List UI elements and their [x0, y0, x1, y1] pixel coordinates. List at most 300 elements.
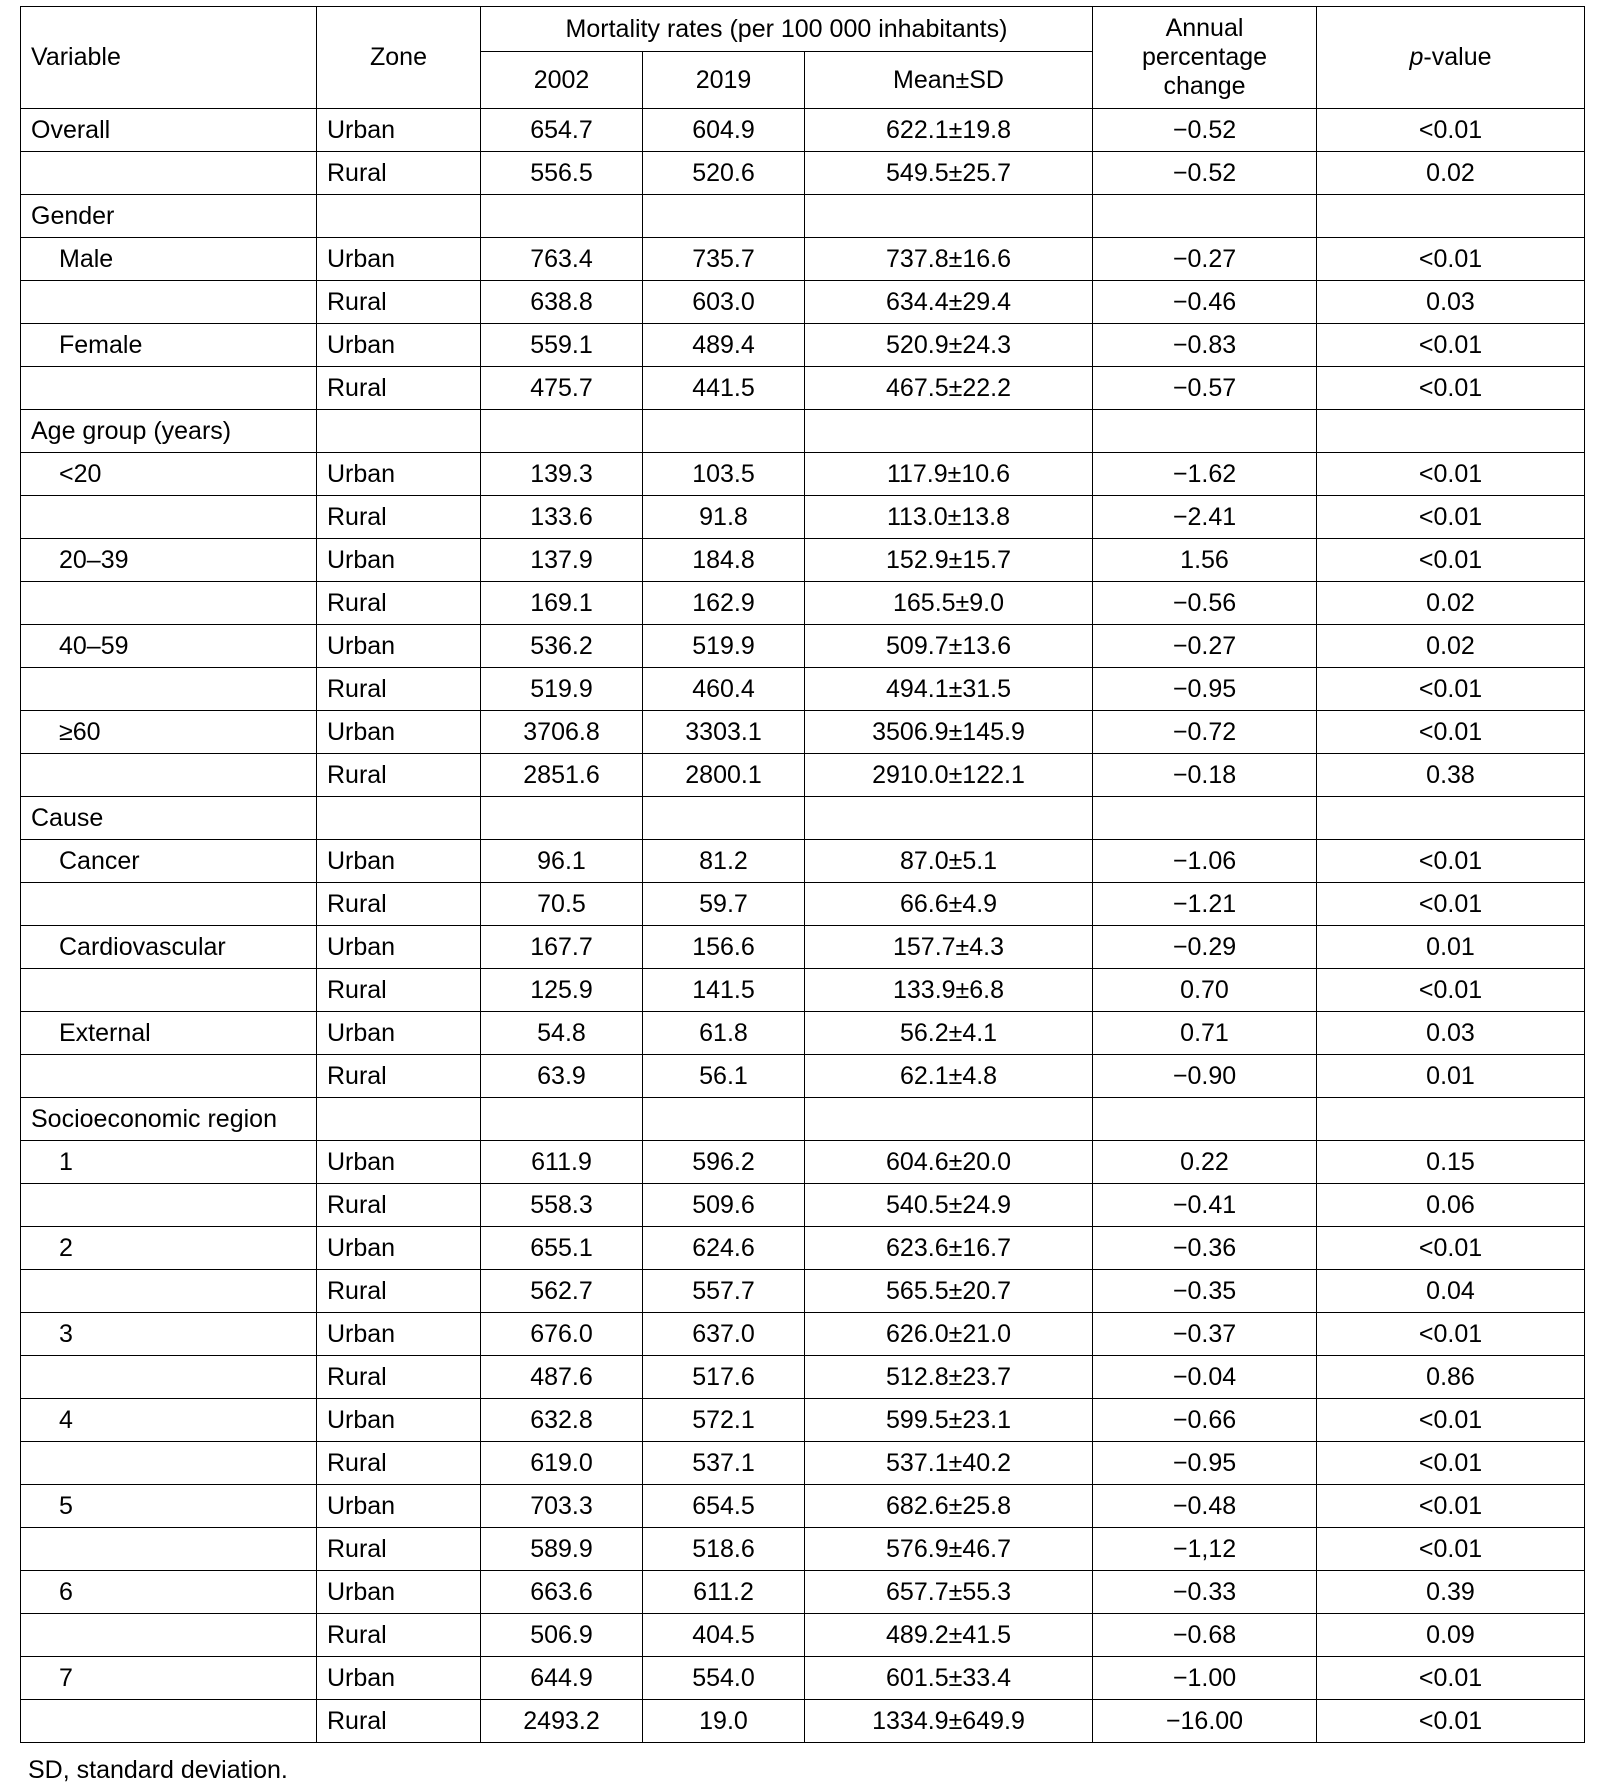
cell-mean-sd: [805, 410, 1093, 453]
table-section-row: [21, 410, 1585, 453]
column-header-annual-percentage-change: Annual percentage change: [1093, 7, 1317, 109]
cell-zone: Urban: [317, 1657, 481, 1700]
cell-rate-2002: 2493.2: [481, 1700, 643, 1743]
table-row: [21, 582, 1585, 625]
cell-annual-percentage-change: −0.33: [1093, 1571, 1317, 1614]
cell-variable: 7: [21, 1657, 317, 1700]
cell-rate-2019: 460.4: [643, 668, 805, 711]
cell-mean-sd: 576.9±46.7: [805, 1528, 1093, 1571]
cell-mean-sd: 56.2±4.1: [805, 1012, 1093, 1055]
cell-rate-2019: 572.1: [643, 1399, 805, 1442]
cell-variable: [21, 1528, 317, 1571]
cell-mean-sd: 1334.9±649.9: [805, 1700, 1093, 1743]
cell-zone: [317, 195, 481, 238]
cell-variable: 1: [21, 1141, 317, 1184]
cell-mean-sd: 87.0±5.1: [805, 840, 1093, 883]
column-header-2002: 2002: [481, 52, 643, 109]
cell-annual-percentage-change: −0.04: [1093, 1356, 1317, 1399]
cell-variable: Cardiovascular: [21, 926, 317, 969]
cell-rate-2019: 603.0: [643, 281, 805, 324]
cell-variable: Female: [21, 324, 317, 367]
cell-rate-2019: 184.8: [643, 539, 805, 582]
cell-rate-2019: 56.1: [643, 1055, 805, 1098]
cell-rate-2002: 644.9: [481, 1657, 643, 1700]
cell-rate-2002: 763.4: [481, 238, 643, 281]
cell-rate-2019: [643, 410, 805, 453]
table-row: [21, 1184, 1585, 1227]
cell-mean-sd: 520.9±24.3: [805, 324, 1093, 367]
cell-mean-sd: 540.5±24.9: [805, 1184, 1093, 1227]
column-header-zone: Zone: [317, 7, 481, 109]
cell-rate-2002: 2851.6: [481, 754, 643, 797]
cell-variable: Overall: [21, 109, 317, 152]
cell-rate-2002: 70.5: [481, 883, 643, 926]
table-row: [21, 238, 1585, 281]
table-row: [21, 1614, 1585, 1657]
cell-zone: [317, 410, 481, 453]
cell-rate-2002: 139.3: [481, 453, 643, 496]
cell-zone: Urban: [317, 238, 481, 281]
cell-variable: [21, 1270, 317, 1313]
cell-p-value: 0.02: [1317, 625, 1585, 668]
cell-variable: [21, 1055, 317, 1098]
cell-mean-sd: 604.6±20.0: [805, 1141, 1093, 1184]
cell-rate-2019: 554.0: [643, 1657, 805, 1700]
cell-p-value: [1317, 1098, 1585, 1141]
cell-annual-percentage-change: −0.36: [1093, 1227, 1317, 1270]
cell-annual-percentage-change: −1.62: [1093, 453, 1317, 496]
cell-annual-percentage-change: [1093, 195, 1317, 238]
table-row: [21, 840, 1585, 883]
table-row: [21, 453, 1585, 496]
cell-annual-percentage-change: 1.56: [1093, 539, 1317, 582]
table-row: [21, 109, 1585, 152]
cell-rate-2019: 509.6: [643, 1184, 805, 1227]
table-footnote: SD, standard deviation.: [28, 1756, 288, 1784]
cell-rate-2002: 167.7: [481, 926, 643, 969]
cell-mean-sd: 657.7±55.3: [805, 1571, 1093, 1614]
cell-mean-sd: 622.1±19.8: [805, 109, 1093, 152]
cell-variable: Cause: [21, 797, 317, 840]
table-row: [21, 1528, 1585, 1571]
cell-rate-2002: 589.9: [481, 1528, 643, 1571]
cell-annual-percentage-change: −1.06: [1093, 840, 1317, 883]
cell-variable: [21, 1356, 317, 1399]
table-row: [21, 367, 1585, 410]
cell-rate-2002: [481, 797, 643, 840]
cell-mean-sd: 623.6±16.7: [805, 1227, 1093, 1270]
cell-variable: 3: [21, 1313, 317, 1356]
cell-rate-2002: 169.1: [481, 582, 643, 625]
cell-p-value: 0.39: [1317, 1571, 1585, 1614]
column-header-variable: Variable: [21, 7, 317, 109]
cell-annual-percentage-change: −0.57: [1093, 367, 1317, 410]
cell-p-value: <0.01: [1317, 453, 1585, 496]
cell-variable: [21, 969, 317, 1012]
cell-annual-percentage-change: −0.29: [1093, 926, 1317, 969]
cell-mean-sd: 117.9±10.6: [805, 453, 1093, 496]
cell-rate-2002: 487.6: [481, 1356, 643, 1399]
cell-zone: Urban: [317, 324, 481, 367]
cell-rate-2002: 125.9: [481, 969, 643, 1012]
cell-rate-2019: 611.2: [643, 1571, 805, 1614]
header-row-primary: [21, 7, 1585, 52]
cell-rate-2002: 475.7: [481, 367, 643, 410]
cell-p-value: <0.01: [1317, 668, 1585, 711]
cell-zone: Urban: [317, 1399, 481, 1442]
cell-annual-percentage-change: −1.00: [1093, 1657, 1317, 1700]
cell-rate-2019: 604.9: [643, 109, 805, 152]
cell-rate-2019: 520.6: [643, 152, 805, 195]
cell-p-value: 0.38: [1317, 754, 1585, 797]
cell-zone: Rural: [317, 1442, 481, 1485]
cell-rate-2019: 91.8: [643, 496, 805, 539]
cell-annual-percentage-change: −0.72: [1093, 711, 1317, 754]
cell-rate-2019: 637.0: [643, 1313, 805, 1356]
column-header-p-value: [1317, 7, 1585, 109]
cell-rate-2019: 19.0: [643, 1700, 805, 1743]
cell-rate-2019: 489.4: [643, 324, 805, 367]
cell-annual-percentage-change: −0.48: [1093, 1485, 1317, 1528]
cell-p-value: <0.01: [1317, 1528, 1585, 1571]
table-row: [21, 1012, 1585, 1055]
cell-annual-percentage-change: −0.95: [1093, 668, 1317, 711]
table-row: [21, 1700, 1585, 1743]
cell-p-value: <0.01: [1317, 238, 1585, 281]
cell-annual-percentage-change: −0.27: [1093, 238, 1317, 281]
cell-rate-2019: 3303.1: [643, 711, 805, 754]
cell-p-value: 0.86: [1317, 1356, 1585, 1399]
cell-zone: Urban: [317, 711, 481, 754]
cell-annual-percentage-change: −0.90: [1093, 1055, 1317, 1098]
cell-rate-2002: 3706.8: [481, 711, 643, 754]
cell-zone: Urban: [317, 1227, 481, 1270]
cell-annual-percentage-change: −1.21: [1093, 883, 1317, 926]
table-row: [21, 969, 1585, 1012]
table-row: [21, 1227, 1585, 1270]
cell-mean-sd: 3506.9±145.9: [805, 711, 1093, 754]
cell-annual-percentage-change: −0.95: [1093, 1442, 1317, 1485]
cell-rate-2002: 558.3: [481, 1184, 643, 1227]
cell-annual-percentage-change: −1,12: [1093, 1528, 1317, 1571]
cell-rate-2002: 137.9: [481, 539, 643, 582]
cell-rate-2002: [481, 195, 643, 238]
table-row: [21, 1356, 1585, 1399]
cell-zone: Urban: [317, 1485, 481, 1528]
table-row: [21, 754, 1585, 797]
cell-mean-sd: 509.7±13.6: [805, 625, 1093, 668]
cell-zone: Rural: [317, 1700, 481, 1743]
cell-rate-2002: 506.9: [481, 1614, 643, 1657]
cell-mean-sd: 2910.0±122.1: [805, 754, 1093, 797]
cell-zone: Urban: [317, 625, 481, 668]
cell-p-value: <0.01: [1317, 1657, 1585, 1700]
cell-variable: External: [21, 1012, 317, 1055]
table-row: [21, 1571, 1585, 1614]
cell-annual-percentage-change: −0.41: [1093, 1184, 1317, 1227]
table-row: [21, 1270, 1585, 1313]
cell-annual-percentage-change: −0.52: [1093, 109, 1317, 152]
table-body: [21, 109, 1585, 1743]
table-row: [21, 496, 1585, 539]
cell-rate-2019: 624.6: [643, 1227, 805, 1270]
cell-p-value: 0.02: [1317, 582, 1585, 625]
cell-rate-2019: 61.8: [643, 1012, 805, 1055]
cell-rate-2019: 735.7: [643, 238, 805, 281]
cell-variable: [21, 883, 317, 926]
cell-p-value: <0.01: [1317, 711, 1585, 754]
cell-rate-2002: 133.6: [481, 496, 643, 539]
cell-variable: 2: [21, 1227, 317, 1270]
cell-rate-2002: 611.9: [481, 1141, 643, 1184]
cell-rate-2002: [481, 410, 643, 453]
cell-mean-sd: 626.0±21.0: [805, 1313, 1093, 1356]
cell-zone: Rural: [317, 281, 481, 324]
cell-rate-2002: 54.8: [481, 1012, 643, 1055]
cell-mean-sd: 737.8±16.6: [805, 238, 1093, 281]
cell-annual-percentage-change: −0.27: [1093, 625, 1317, 668]
cell-p-value: <0.01: [1317, 1227, 1585, 1270]
cell-rate-2002: 556.5: [481, 152, 643, 195]
cell-rate-2019: 2800.1: [643, 754, 805, 797]
cell-variable: [21, 754, 317, 797]
cell-variable: 40–59: [21, 625, 317, 668]
cell-rate-2002: 519.9: [481, 668, 643, 711]
cell-zone: Rural: [317, 1614, 481, 1657]
cell-rate-2002: 663.6: [481, 1571, 643, 1614]
cell-mean-sd: 601.5±33.4: [805, 1657, 1093, 1700]
cell-p-value: <0.01: [1317, 367, 1585, 410]
cell-variable: [21, 152, 317, 195]
table-row: [21, 152, 1585, 195]
cell-zone: Rural: [317, 1528, 481, 1571]
cell-zone: Urban: [317, 453, 481, 496]
cell-p-value: 0.06: [1317, 1184, 1585, 1227]
cell-zone: Rural: [317, 668, 481, 711]
cell-mean-sd: [805, 1098, 1093, 1141]
cell-rate-2002: 654.7: [481, 109, 643, 152]
cell-annual-percentage-change: −0.68: [1093, 1614, 1317, 1657]
column-header-2019: 2019: [643, 52, 805, 109]
cell-annual-percentage-change: −2.41: [1093, 496, 1317, 539]
cell-rate-2019: 441.5: [643, 367, 805, 410]
table-section-row: [21, 1098, 1585, 1141]
cell-mean-sd: 489.2±41.5: [805, 1614, 1093, 1657]
cell-rate-2019: 517.6: [643, 1356, 805, 1399]
cell-mean-sd: 157.7±4.3: [805, 926, 1093, 969]
cell-rate-2019: 519.9: [643, 625, 805, 668]
cell-zone: Rural: [317, 1356, 481, 1399]
table-row: [21, 668, 1585, 711]
cell-zone: Rural: [317, 1270, 481, 1313]
cell-annual-percentage-change: −16.00: [1093, 1700, 1317, 1743]
cell-variable: [21, 582, 317, 625]
cell-rate-2019: 156.6: [643, 926, 805, 969]
table-row: [21, 1141, 1585, 1184]
cell-p-value: <0.01: [1317, 1485, 1585, 1528]
cell-rate-2019: 59.7: [643, 883, 805, 926]
cell-rate-2019: 81.2: [643, 840, 805, 883]
cell-rate-2019: 404.5: [643, 1614, 805, 1657]
cell-rate-2019: 537.1: [643, 1442, 805, 1485]
cell-variable: [21, 1700, 317, 1743]
cell-rate-2002: [481, 1098, 643, 1141]
cell-rate-2002: 655.1: [481, 1227, 643, 1270]
cell-variable: Age group (years): [21, 410, 317, 453]
cell-variable: [21, 367, 317, 410]
cell-p-value: 0.01: [1317, 1055, 1585, 1098]
cell-rate-2019: 518.6: [643, 1528, 805, 1571]
cell-mean-sd: 682.6±25.8: [805, 1485, 1093, 1528]
table-row: [21, 1313, 1585, 1356]
cell-rate-2002: 96.1: [481, 840, 643, 883]
mortality-rates-table: [20, 6, 1585, 1743]
cell-mean-sd: 133.9±6.8: [805, 969, 1093, 1012]
cell-zone: Urban: [317, 539, 481, 582]
cell-variable: Gender: [21, 195, 317, 238]
cell-mean-sd: 113.0±13.8: [805, 496, 1093, 539]
cell-rate-2002: 638.8: [481, 281, 643, 324]
cell-mean-sd: 634.4±29.4: [805, 281, 1093, 324]
cell-rate-2002: 536.2: [481, 625, 643, 668]
cell-zone: [317, 797, 481, 840]
cell-zone: Rural: [317, 582, 481, 625]
cell-variable: Cancer: [21, 840, 317, 883]
cell-p-value: <0.01: [1317, 1700, 1585, 1743]
cell-rate-2019: 596.2: [643, 1141, 805, 1184]
cell-mean-sd: 512.8±23.7: [805, 1356, 1093, 1399]
cell-p-value: 0.03: [1317, 281, 1585, 324]
cell-variable: 20–39: [21, 539, 317, 582]
cell-p-value: <0.01: [1317, 1442, 1585, 1485]
cell-variable: 6: [21, 1571, 317, 1614]
cell-p-value: <0.01: [1317, 883, 1585, 926]
cell-mean-sd: 599.5±23.1: [805, 1399, 1093, 1442]
cell-mean-sd: 165.5±9.0: [805, 582, 1093, 625]
table-row: [21, 711, 1585, 754]
cell-annual-percentage-change: −0.46: [1093, 281, 1317, 324]
cell-p-value: 0.01: [1317, 926, 1585, 969]
table-row: [21, 1485, 1585, 1528]
table-row: [21, 926, 1585, 969]
cell-variable: [21, 1184, 317, 1227]
cell-variable: 4: [21, 1399, 317, 1442]
cell-zone: Rural: [317, 969, 481, 1012]
cell-annual-percentage-change: −0.37: [1093, 1313, 1317, 1356]
cell-mean-sd: 549.5±25.7: [805, 152, 1093, 195]
cell-p-value: 0.09: [1317, 1614, 1585, 1657]
cell-rate-2019: 103.5: [643, 453, 805, 496]
cell-zone: Rural: [317, 883, 481, 926]
table-row: [21, 1055, 1585, 1098]
table-row: [21, 1657, 1585, 1700]
cell-annual-percentage-change: 0.70: [1093, 969, 1317, 1012]
cell-variable: Socioeconomic region: [21, 1098, 317, 1141]
cell-p-value: <0.01: [1317, 1399, 1585, 1442]
cell-annual-percentage-change: 0.71: [1093, 1012, 1317, 1055]
cell-mean-sd: 494.1±31.5: [805, 668, 1093, 711]
cell-zone: Rural: [317, 367, 481, 410]
cell-mean-sd: 565.5±20.7: [805, 1270, 1093, 1313]
cell-p-value: <0.01: [1317, 109, 1585, 152]
cell-p-value: <0.01: [1317, 1313, 1585, 1356]
cell-rate-2019: 141.5: [643, 969, 805, 1012]
cell-zone: Rural: [317, 1184, 481, 1227]
table-row: [21, 1442, 1585, 1485]
cell-rate-2002: 63.9: [481, 1055, 643, 1098]
cell-variable: ≥60: [21, 711, 317, 754]
cell-rate-2019: 557.7: [643, 1270, 805, 1313]
cell-zone: Rural: [317, 754, 481, 797]
table-section-row: [21, 195, 1585, 238]
cell-variable: [21, 281, 317, 324]
cell-p-value: <0.01: [1317, 496, 1585, 539]
cell-variable: [21, 496, 317, 539]
table-row: [21, 1399, 1585, 1442]
cell-zone: Urban: [317, 1141, 481, 1184]
cell-rate-2019: [643, 797, 805, 840]
cell-mean-sd: 537.1±40.2: [805, 1442, 1093, 1485]
table-header: [21, 7, 1585, 109]
cell-zone: Urban: [317, 1313, 481, 1356]
cell-variable: <20: [21, 453, 317, 496]
cell-zone: Rural: [317, 152, 481, 195]
cell-variable: [21, 668, 317, 711]
cell-zone: [317, 1098, 481, 1141]
cell-variable: [21, 1614, 317, 1657]
cell-rate-2019: 162.9: [643, 582, 805, 625]
cell-annual-percentage-change: −0.35: [1093, 1270, 1317, 1313]
cell-zone: Urban: [317, 840, 481, 883]
cell-annual-percentage-change: −0.83: [1093, 324, 1317, 367]
table-row: [21, 539, 1585, 582]
cell-rate-2002: 703.3: [481, 1485, 643, 1528]
cell-p-value: 0.02: [1317, 152, 1585, 195]
cell-annual-percentage-change: −0.66: [1093, 1399, 1317, 1442]
cell-p-value: <0.01: [1317, 539, 1585, 582]
cell-p-value: [1317, 797, 1585, 840]
cell-p-value: <0.01: [1317, 840, 1585, 883]
cell-annual-percentage-change: [1093, 410, 1317, 453]
cell-annual-percentage-change: 0.22: [1093, 1141, 1317, 1184]
cell-rate-2002: 632.8: [481, 1399, 643, 1442]
column-header-mean-sd: Mean±SD: [805, 52, 1093, 109]
p-value-suffix: -value: [1423, 43, 1492, 72]
p-value-italic-p: p: [1409, 43, 1424, 72]
cell-annual-percentage-change: −0.56: [1093, 582, 1317, 625]
cell-mean-sd: 66.6±4.9: [805, 883, 1093, 926]
cell-mean-sd: [805, 195, 1093, 238]
table-row: [21, 883, 1585, 926]
cell-variable: 5: [21, 1485, 317, 1528]
cell-annual-percentage-change: −0.52: [1093, 152, 1317, 195]
cell-zone: Urban: [317, 926, 481, 969]
column-header-mortality-rates-group: Mortality rates (per 100 000 inhabitants): [481, 7, 1093, 52]
cell-mean-sd: 62.1±4.8: [805, 1055, 1093, 1098]
cell-p-value: [1317, 195, 1585, 238]
cell-annual-percentage-change: [1093, 797, 1317, 840]
table-row: [21, 281, 1585, 324]
cell-rate-2002: 562.7: [481, 1270, 643, 1313]
table-section-row: [21, 797, 1585, 840]
cell-zone: Rural: [317, 496, 481, 539]
cell-mean-sd: 467.5±22.2: [805, 367, 1093, 410]
cell-variable: Male: [21, 238, 317, 281]
cell-rate-2019: [643, 1098, 805, 1141]
cell-p-value: <0.01: [1317, 969, 1585, 1012]
cell-p-value: <0.01: [1317, 324, 1585, 367]
cell-mean-sd: [805, 797, 1093, 840]
